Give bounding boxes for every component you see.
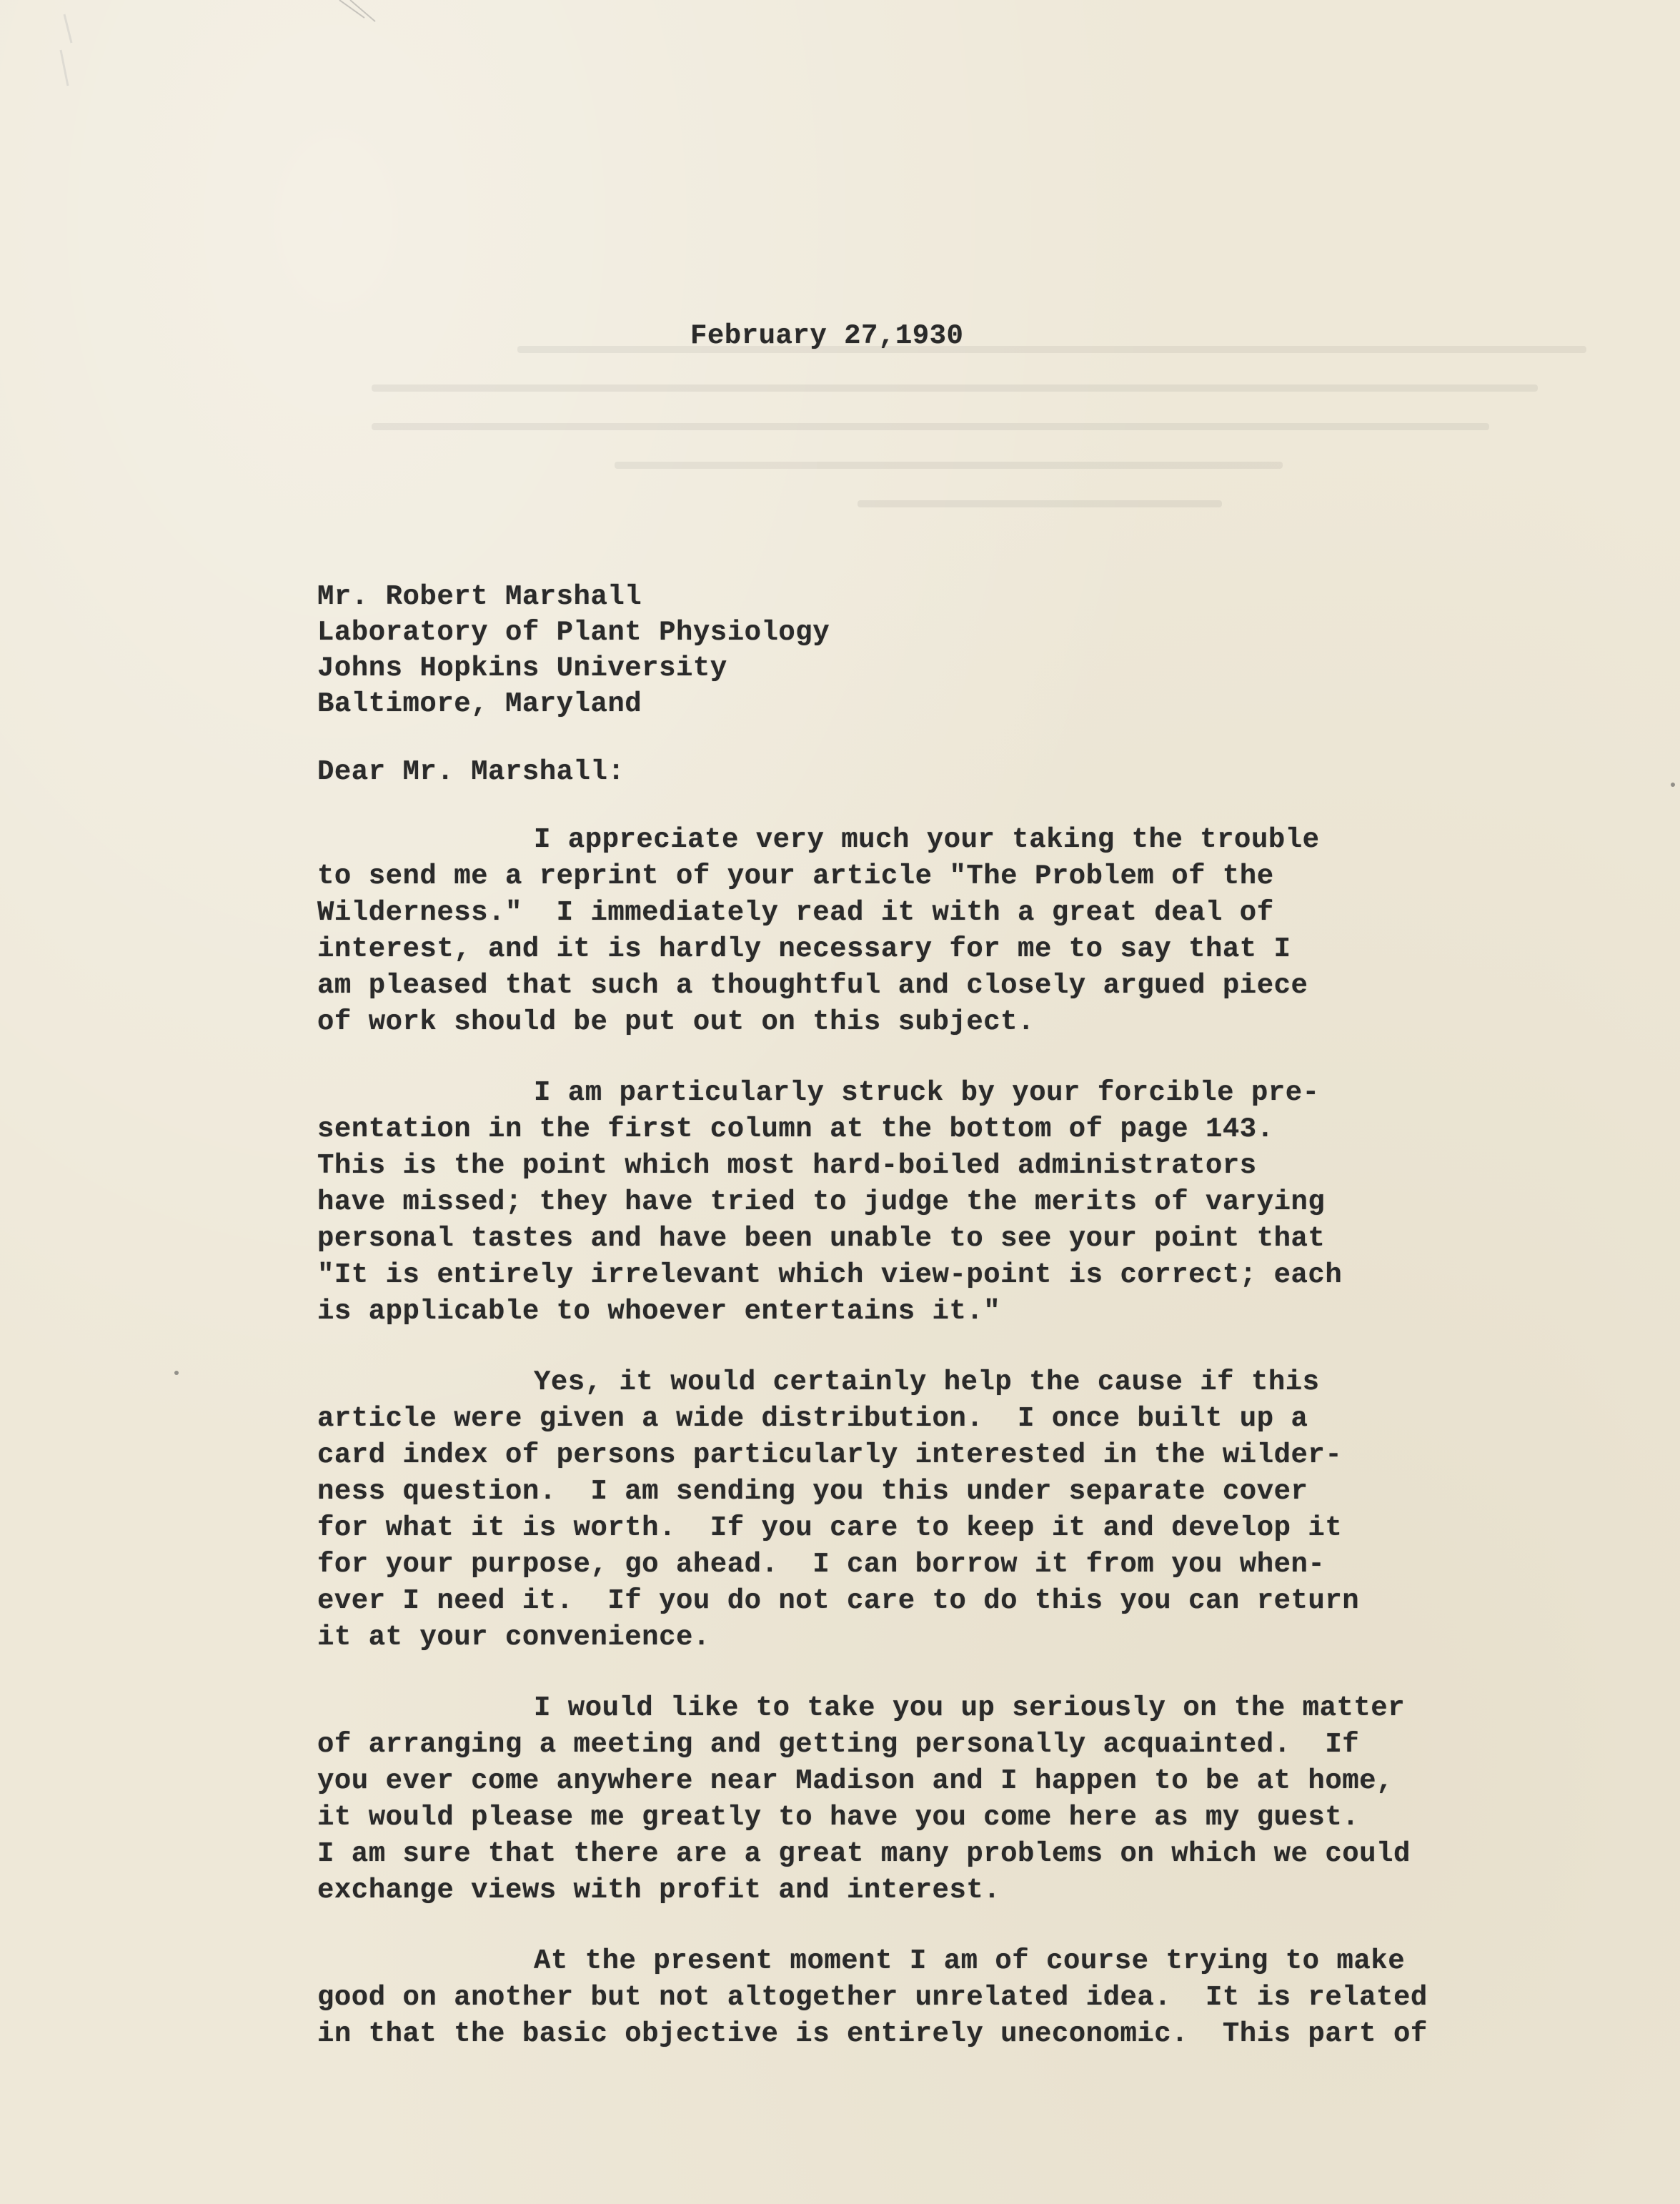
paper-crease-mark (336, 0, 386, 100)
body-line: it would please me greatly to have you come here as my guest. (317, 1802, 1360, 1833)
body-line: interest, and it is hardly necessary for me to say that I (317, 933, 1291, 965)
body-line: Yes, it would certainly help the cause if this (534, 1366, 1320, 1398)
paragraph-4 (317, 1690, 1489, 1909)
body-line: article were given a wide distribution. I once built up a (317, 1403, 1308, 1434)
body-line: I appreciate very much your taking the trouble (534, 824, 1320, 855)
paragraph-5 (317, 1943, 1489, 2052)
body-line: This is the point which most hard-boiled administrators (317, 1150, 1257, 1181)
body-line: for your purpose, go ahead. I can borrow it from you when- (317, 1549, 1326, 1580)
body-line: of arranging a meeting and getting personally acquainted. If (317, 1729, 1360, 1760)
address-line: Johns Hopkins University (317, 652, 727, 684)
body-line: ever I need it. If you do not care to do this you can return (317, 1585, 1360, 1617)
paragraph-2 (317, 1075, 1489, 1330)
letter-date: February 27,1930 (690, 320, 964, 352)
address-line: Laboratory of Plant Physiology (317, 617, 830, 648)
paper-speck (1671, 783, 1675, 787)
address-line: Baltimore, Maryland (317, 688, 642, 720)
body-line: it at your convenience. (317, 1622, 710, 1653)
body-line: card index of persons particularly interested in the wilder- (317, 1439, 1343, 1471)
recipient-address (317, 579, 830, 722)
paragraph-1 (317, 822, 1489, 1041)
body-line: I am sure that there are a great many problems on which we could (317, 1838, 1411, 1870)
body-line: personal tastes and have been unable to see your point that (317, 1223, 1326, 1254)
body-line: is applicable to whoever entertains it." (317, 1296, 1001, 1327)
body-line: good on another but not altogether unrelated idea. It is related (317, 1982, 1428, 2013)
body-line: for what it is worth. If you care to keep it and develop it (317, 1512, 1343, 1544)
paper-speck (174, 1371, 179, 1375)
body-line: to send me a reprint of your article "The Problem of the (317, 860, 1274, 892)
body-line: you ever come anywhere near Madison and I happen to be at home, (317, 1765, 1393, 1797)
body-line: exchange views with profit and interest. (317, 1875, 1001, 1906)
body-line: "It is entirely irrelevant which view-point is correct; each (317, 1259, 1343, 1291)
body-line: have missed; they have tried to judge the merits of varying (317, 1186, 1326, 1218)
body-line: am pleased that such a thoughtful and closely argued piece (317, 970, 1308, 1001)
letter-body (317, 822, 1489, 2087)
body-line: At the present moment I am of course trying to make (534, 1945, 1406, 1977)
body-line: in that the basic objective is entirely uneconomic. This part of (317, 2018, 1428, 2050)
address-line: Mr. Robert Marshall (317, 581, 642, 612)
salutation: Dear Mr. Marshall: (317, 756, 625, 788)
body-line: sentation in the first column at the bottom of page 143. (317, 1113, 1274, 1145)
body-line: Wilderness." I immediately read it with a great deal of (317, 897, 1274, 928)
body-line: ness question. I am sending you this under separate cover (317, 1476, 1308, 1507)
paragraph-3 (317, 1364, 1489, 1656)
body-line: I would like to take you up seriously on the matter (534, 1692, 1406, 1724)
body-line: I am particularly struck by your forcible pre- (534, 1077, 1320, 1108)
paper-wear-mark (29, 0, 79, 100)
body-line: of work should be put out on this subject. (317, 1006, 1035, 1038)
reverse-side-showthrough (372, 314, 1586, 615)
